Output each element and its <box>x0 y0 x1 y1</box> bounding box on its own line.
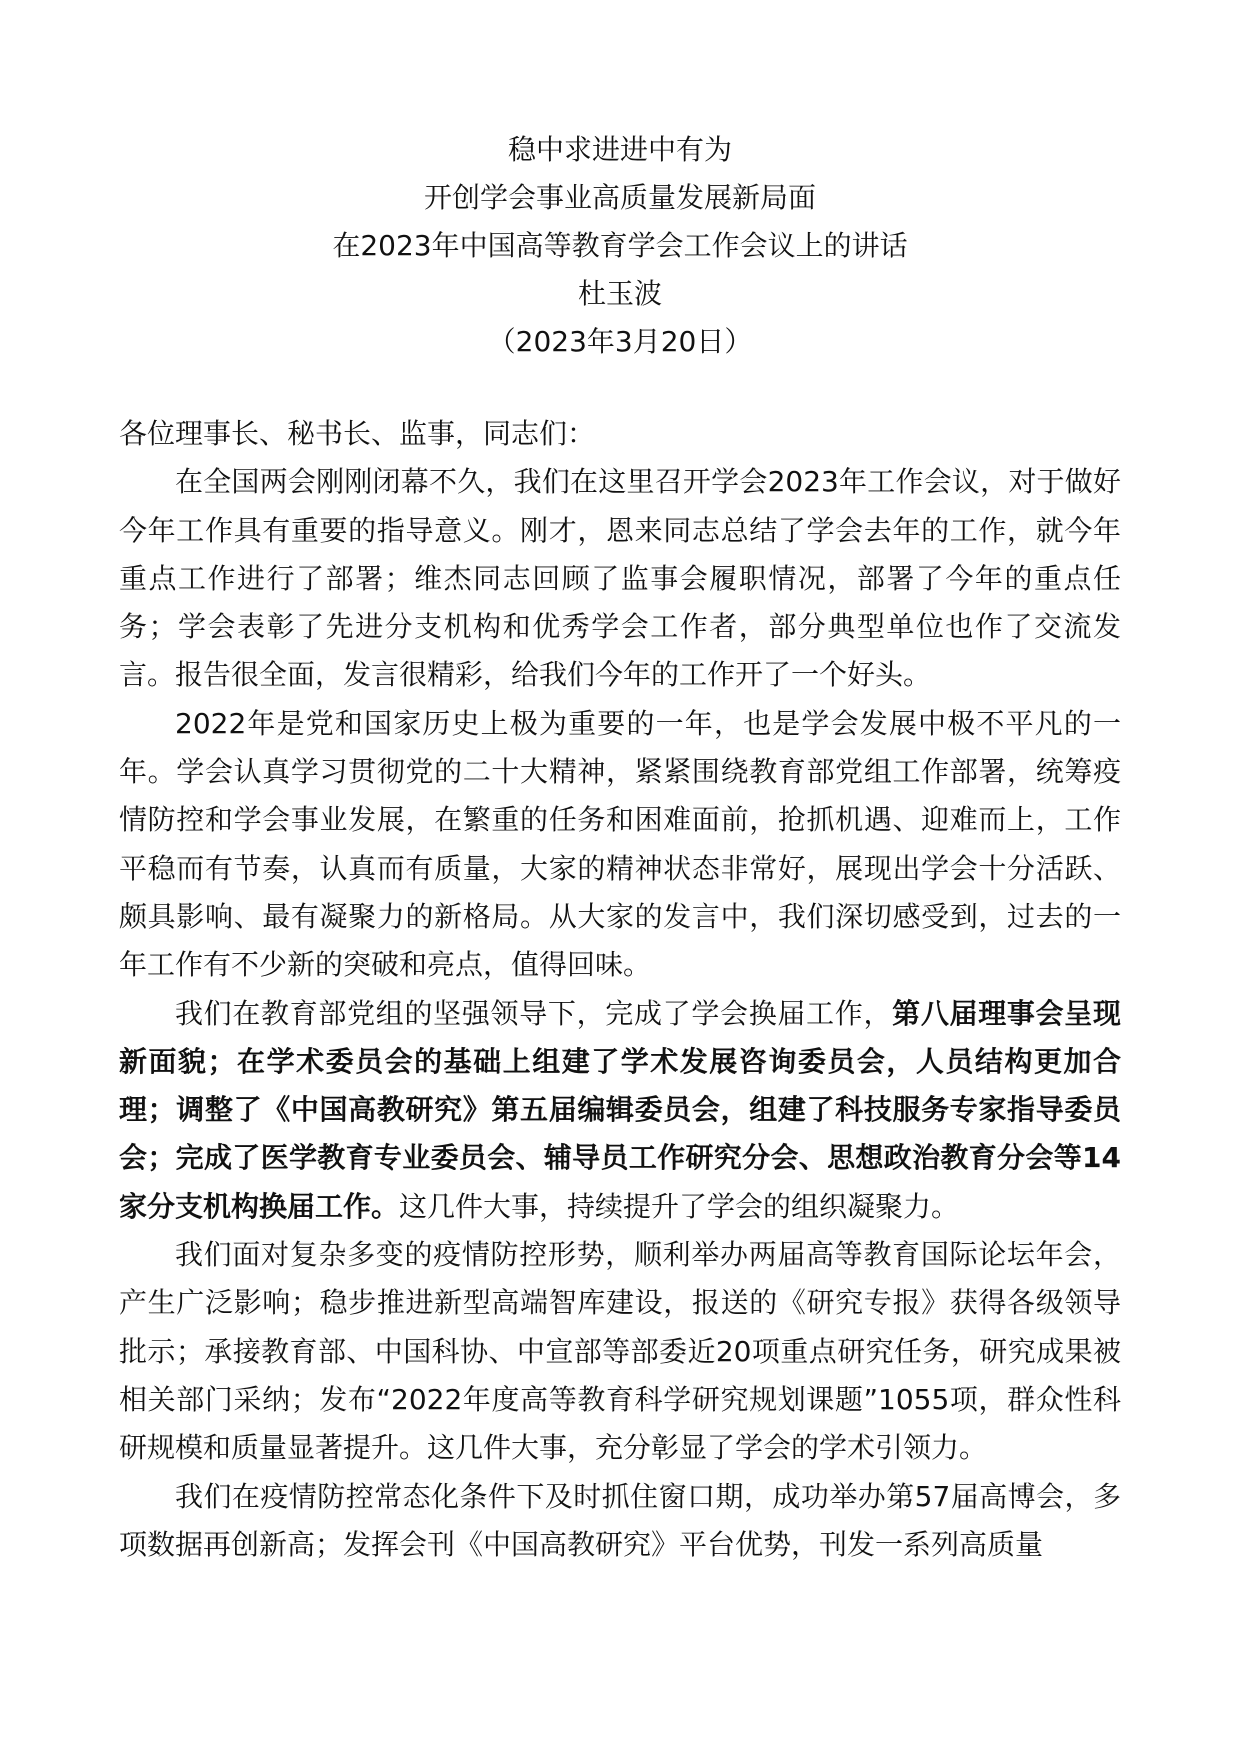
speech-date: （2023年3月20日） <box>487 325 753 358</box>
speech-body <box>119 410 1121 1569</box>
paragraph-1: 在全国两会刚刚闭幕不久，我们在这里召开学会2023年工作会议，对于做好今年工作具有重要的指导意义。刚才，恩来同志总结了学会去年的工作，就今年重点工作进行了部署；维杰同志回顾了监事会履职情况，部署了今年的重点任务；学会表彰了先进分支机构和优秀学会工作者，部分典型单位也作了交流发言。报告很全面，发言很精彩，给我们今年的工作开了一个好头。 <box>119 465 1121 692</box>
sub-title: 开创学会事业高质量发展新局面 <box>423 181 816 214</box>
main-title: 稳中求进进中有为 <box>507 133 732 166</box>
paragraph-3-tail: 这几件大事，持续提升了学会的组织凝聚力。 <box>399 1189 960 1223</box>
salutation: 各位理事长、秘书长、监事，同志们： <box>119 417 596 450</box>
paragraph-4: 我们面对复杂多变的疫情防控形势，顺利举办两届高等教育国际论坛年会，产生广泛影响；稳步推进新型高端智库建设，报送的《研究专报》获得各级领导批示；承接教育部、中国科协、中宣部等部委近20项重点研究任务，研究成果被相关部门采纳；发布“2022年度高等教育科学研究规划课题”1055项，群众性科研规模和质量显著提升。这几件大事，充分彰显了学会的学术引领力。 <box>119 1238 1121 1465</box>
paragraph-3 <box>119 990 1121 1231</box>
paragraph-2: 2022年是党和国家历史上极为重要的一年，也是学会发展中极不平凡的一年。学会认真学习贯彻党的二十大精神，紧紧围绕教育部党组工作部署，统筹疫情防控和学会事业发展，在繁重的任务和困难面前，抢抓机遇、迎难而上，工作平稳而有节奏，认真而有质量，大家的精神状态非常好，展现出学会十分活跃、颇具影响、最有凝聚力的新格局。从大家的发言中，我们深切感受到，过去的一年工作有不少新的突破和亮点，值得回味。 <box>119 706 1121 982</box>
speaker-name: 杜玉波 <box>577 277 662 310</box>
paragraph-3-lead: 我们在教育部党组的坚强领导下，完成了学会换届工作， <box>175 996 893 1030</box>
title-block <box>0 126 1240 366</box>
speech-occasion: 在2023年中国高等教育学会工作会议上的讲话 <box>332 229 908 262</box>
paragraph-5: 我们在疫情防控常态化条件下及时抓住窗口期，成功举办第57届高博会，多项数据再创新高；发挥会刊《中国高教研究》平台优势，刊发一系列高质量 <box>119 1479 1121 1561</box>
paragraph-3-bold: 第八届理事会呈现新面貌；在学术委员会的基础上组建了学术发展咨询委员会，人员结构更加合理；调整了《中国高教研究》第五届编辑委员会，组建了科技服务专家指导委员会；完成了医学教育专业委员会、辅导员工作研究分会、思想政治教育分会等14家分支机构换届工作。 <box>119 996 1121 1223</box>
